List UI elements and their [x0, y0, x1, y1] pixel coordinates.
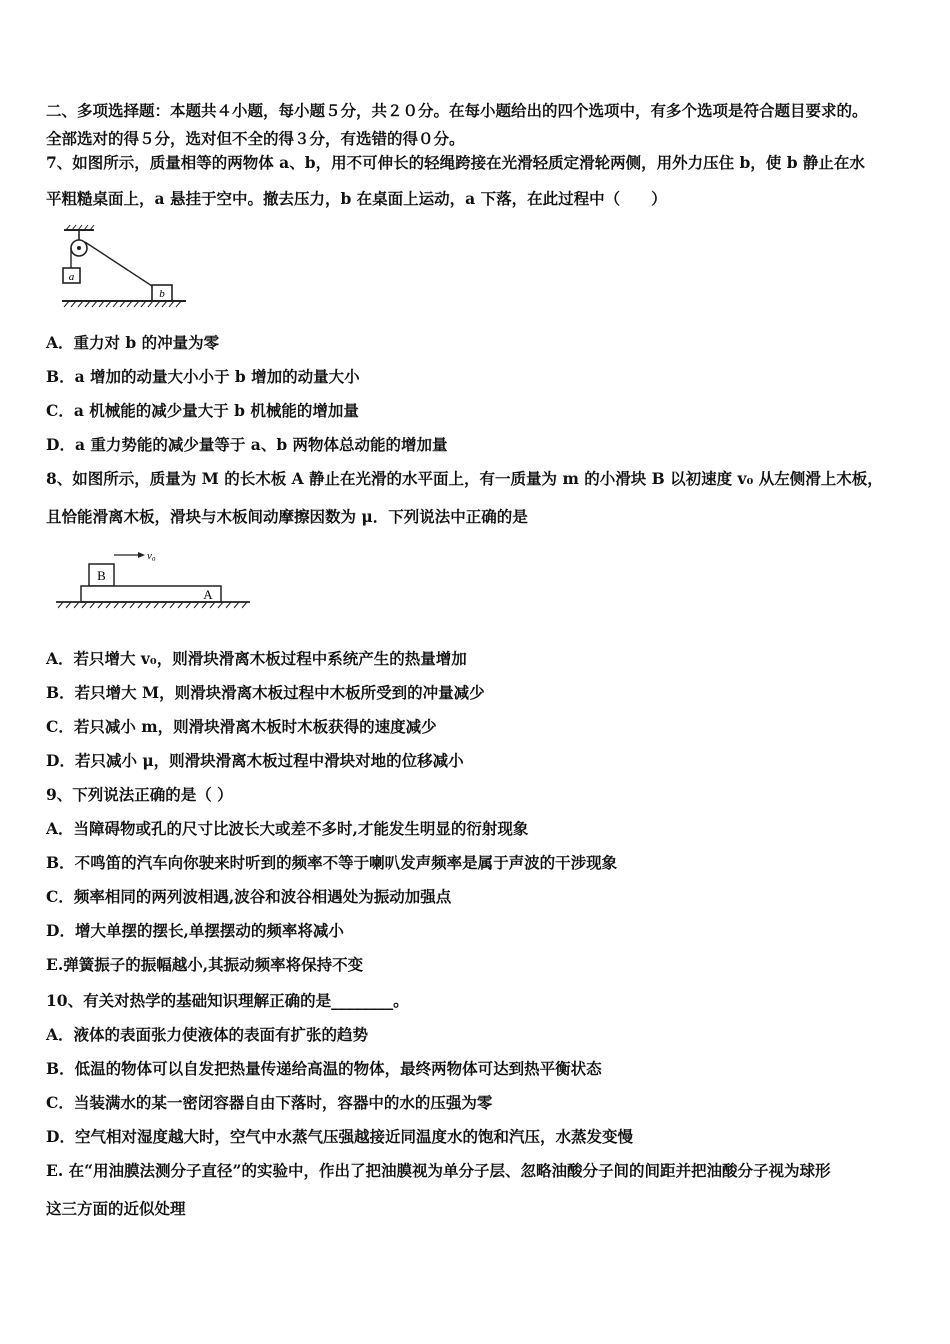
block-a-label: a	[68, 271, 75, 283]
board-a	[81, 586, 221, 602]
section-instructions-line-1: 二、多项选择题：本题共４小题，每小题５分，共２０分。在每小题给出的四个选项中，有多个选项是符合题目要求的。	[46, 101, 868, 120]
board-a-label: A	[203, 587, 213, 602]
q9-option-e: E.弹簧振子的振幅越小,其振动频率将保持不变	[46, 955, 364, 974]
section-instructions-line-2: 全部选对的得５分，选对但不全的得３分，有选错的得０分。	[46, 129, 465, 148]
q9-option-a: A．当障碍物或孔的尺寸比波长大或差不多时,才能发生明显的衍射现象	[46, 819, 529, 838]
q10-option-e-continued: 这三方面的近似处理	[46, 1199, 186, 1218]
q10-option-b: B．低温的物体可以自发把热量传递给高温的物体，最终两物体可达到热平衡状态	[46, 1059, 602, 1078]
q9-option-d: D．增大单摆的摆长,单摆摆动的频率将减小	[46, 921, 344, 940]
board-block-figure	[54, 544, 254, 616]
ground-hatching	[58, 602, 247, 608]
q9-option-c: C．频率相同的两列波相遇,波谷和波谷相遇处为振动加强点	[46, 887, 452, 906]
q8-option-b: B．若只增大 M，则滑块滑离木板过程中木板所受到的冲量减少	[46, 683, 485, 702]
q7-option-d: D．a 重力势能的减少量等于 a、b 两物体总动能的增加量	[46, 435, 448, 454]
q7-option-a: A．重力对 b 的冲量为零	[46, 333, 220, 352]
q10-option-d: D．空气相对湿度越大时，空气中水蒸气压强越接近同温度水的饱和汽压，水蒸发变慢	[46, 1127, 633, 1146]
q10-stem: 10、有关对热学的基础知识理解正确的是________。	[46, 991, 409, 1010]
q8-option-c: C．若只减小 m，则滑块滑离木板时木板获得的速度减少	[46, 717, 437, 736]
q7-option-b: B．a 增加的动量大小小于 b 增加的动量大小	[46, 367, 360, 386]
q8-option-a: A．若只增大 v₀，则滑块滑离木板过程中系统产生的热量增加	[46, 649, 467, 668]
q9-stem: 9、下列说法正确的是（ ）	[46, 785, 233, 804]
block-b-label: b	[159, 288, 165, 300]
q8-option-d: D．若只减小 μ，则滑块滑离木板过程中滑块对地的位移减小	[46, 751, 464, 770]
block-b-label: B	[97, 568, 106, 583]
q10-option-c: C．当装满水的某一密闭容器自由下落时，容器中的水的压强为零	[46, 1093, 493, 1112]
q7-option-c: C．a 机械能的减少量大于 b 机械能的增加量	[46, 401, 359, 420]
q8-stem-line-2: 且恰能滑离木板，滑块与木板间动摩擦因数为 μ．下列说法中正确的是	[46, 507, 528, 526]
q10-option-e: E. 在“用油膜法测分子直径”的实验中，作出了把油膜视为单分子层、忽略油酸分子间的间距并把油酸分子视为球形	[46, 1161, 831, 1180]
q10-option-a: A．液体的表面张力使液体的表面有扩张的趋势	[46, 1025, 369, 1044]
q9-option-b: B．不鸣笛的汽车向你驶来时听到的频率不等于喇叭发声频率是属于声波的干涉现象	[46, 853, 618, 872]
q7-stem-line-2: 平粗糙桌面上，a 悬挂于空中。撤去压力，b 在桌面上运动，a 下落，在此过程中（ ）	[46, 189, 667, 208]
pulley-figure	[58, 224, 190, 310]
q8-stem-line-1: 8、如图所示，质量为 M 的长木板 A 静止在光滑的水平面上，有一质量为 m 的小滑块 B 以初速度 v₀ 从左侧滑上木板，	[46, 469, 883, 488]
q7-stem-line-1: 7、如图所示，质量相等的两物体 a、b，用不可伸长的轻绳跨接在光滑轻质定滑轮两侧，用外力压住 b，使 b 静止在水	[46, 153, 865, 172]
velocity-label: v₀	[147, 550, 156, 562]
